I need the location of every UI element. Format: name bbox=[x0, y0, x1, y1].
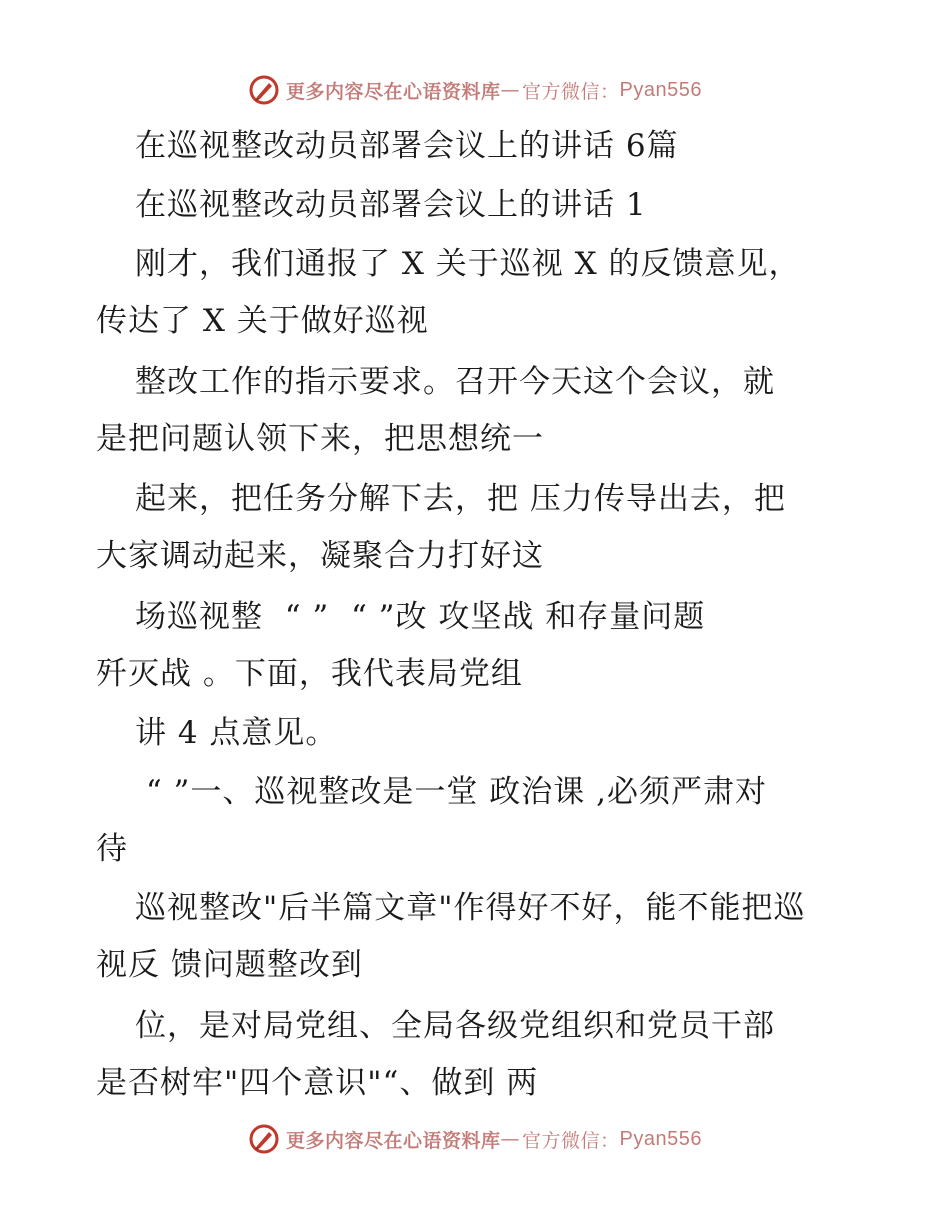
paragraph-line: 是否树牢"四个意识"“、做到 两 bbox=[96, 1065, 539, 1101]
brand-text: 更多内容尽在心语资料库 bbox=[286, 1129, 501, 1152]
paragraph-line: 大家调动起来，凝聚合力打好这 bbox=[96, 538, 544, 574]
header-banner bbox=[0, 70, 950, 110]
paragraph-line: 场巡视整 “ ” “ ”改 攻坚战 和存量问题 bbox=[135, 599, 706, 635]
paragraph-line: 是把问题认领下来，把思想统一 bbox=[96, 421, 544, 457]
paragraph-line: 整改工作的指示要求。召开今天这个会议，就 bbox=[135, 364, 775, 400]
wechat-label: 官方微信： bbox=[522, 1129, 620, 1152]
brand-text: 更多内容尽在心语资料库 bbox=[286, 80, 501, 103]
paragraph-line: 刚才，我们通报了 X 关于巡视 X 的反馈意见， bbox=[135, 246, 801, 282]
paragraph-line: 位，是对局党组、全局各级党组织和党员干部 bbox=[135, 1008, 775, 1044]
pen-circle-logo-icon bbox=[248, 74, 280, 106]
wechat-label: 官方微信： bbox=[522, 80, 620, 103]
paragraph-line: 传达了 X 关于做好巡视 bbox=[96, 303, 429, 339]
paragraph-line: 讲 4 点意见。 bbox=[135, 715, 338, 751]
heading-line: “ ”一、巡视整改是一堂 政治课 ,必须严肃对 bbox=[135, 774, 767, 810]
heading-line: 待 bbox=[96, 831, 128, 867]
paragraph-line: 视反 馈问题整改到 bbox=[96, 947, 363, 983]
paragraph-line: 歼灭战 。下面，我代表局党组 bbox=[96, 656, 523, 692]
paragraph-line: 巡视整改"后半篇文章"作得好不好，能不能把巡 bbox=[135, 890, 806, 926]
section-title: 在巡视整改动员部署会议上的讲话 1 bbox=[135, 187, 647, 223]
pen-circle-logo-icon bbox=[248, 1123, 280, 1155]
wechat-id: Pyan556 bbox=[619, 78, 702, 101]
paragraph-line: 起来，把任务分解下去，把 压力传导出去，把 bbox=[135, 481, 786, 517]
banner-separator: — bbox=[500, 79, 521, 101]
banner-separator: — bbox=[500, 1128, 521, 1150]
wechat-id: Pyan556 bbox=[619, 1127, 702, 1150]
footer-banner bbox=[0, 1119, 950, 1159]
document-title: 在巡视整改动员部署会议上的讲话 6篇 bbox=[135, 128, 679, 164]
